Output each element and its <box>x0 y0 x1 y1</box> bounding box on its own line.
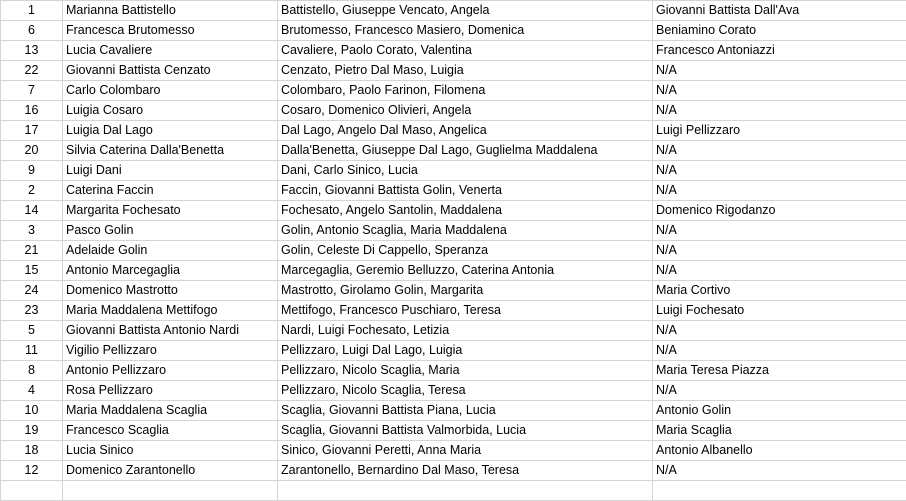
cell-id[interactable]: 3 <box>1 221 63 241</box>
cell-parents[interactable]: Scaglia, Giovanni Battista Valmorbida, Lucia <box>278 421 653 441</box>
table-row <box>1 61 906 81</box>
cell-godparent[interactable]: N/A <box>653 341 906 361</box>
cell-parents[interactable]: Dani, Carlo Sinico, Lucia <box>278 161 653 181</box>
cell-name[interactable]: Domenico Mastrotto <box>63 281 278 301</box>
cell-godparent[interactable]: Luigi Pellizzaro <box>653 121 906 141</box>
cell-id[interactable]: 2 <box>1 181 63 201</box>
table-row <box>1 401 906 421</box>
cell-parents[interactable]: Pellizzaro, Luigi Dal Lago, Luigia <box>278 341 653 361</box>
cell-godparent[interactable]: Luigi Fochesato <box>653 301 906 321</box>
table-row <box>1 461 906 481</box>
cell-parents[interactable]: Fochesato, Angelo Santolin, Maddalena <box>278 201 653 221</box>
cell-parents[interactable]: Cosaro, Domenico Olivieri, Angela <box>278 101 653 121</box>
cell-parents[interactable]: Cenzato, Pietro Dal Maso, Luigia <box>278 61 653 81</box>
cell-parents[interactable]: Nardi, Luigi Fochesato, Letizia <box>278 321 653 341</box>
table-row <box>1 281 906 301</box>
table-row <box>1 441 906 461</box>
cell-parents[interactable]: Brutomesso, Francesco Masiero, Domenica <box>278 21 653 41</box>
cell-parents[interactable]: Mastrotto, Girolamo Golin, Margarita <box>278 281 653 301</box>
empty-row <box>1 481 906 501</box>
cell-name[interactable]: Silvia Caterina Dalla'Benetta <box>63 141 278 161</box>
cell-parents[interactable]: Golin, Antonio Scaglia, Maria Maddalena <box>278 221 653 241</box>
cell-id[interactable]: 19 <box>1 421 63 441</box>
cell-parents[interactable]: Colombaro, Paolo Farinon, Filomena <box>278 81 653 101</box>
cell-parents[interactable]: Scaglia, Giovanni Battista Piana, Lucia <box>278 401 653 421</box>
empty-cell[interactable] <box>278 481 653 501</box>
cell-id[interactable]: 16 <box>1 101 63 121</box>
cell-id[interactable]: 5 <box>1 321 63 341</box>
cell-name[interactable]: Luigi Dani <box>63 161 278 181</box>
cell-parents[interactable]: Dalla'Benetta, Giuseppe Dal Lago, Guglielma Maddalena <box>278 141 653 161</box>
cell-godparent[interactable]: Antonio Albanello <box>653 441 906 461</box>
cell-name[interactable]: Lucia Sinico <box>63 441 278 461</box>
table-row <box>1 161 906 181</box>
table-row <box>1 121 906 141</box>
cell-name[interactable]: Vigilio Pellizzaro <box>63 341 278 361</box>
cell-name[interactable]: Lucia Cavaliere <box>63 41 278 61</box>
cell-id[interactable]: 22 <box>1 61 63 81</box>
cell-id[interactable]: 12 <box>1 461 63 481</box>
cell-id[interactable]: 23 <box>1 301 63 321</box>
cell-godparent[interactable]: N/A <box>653 241 906 261</box>
cell-godparent[interactable]: Maria Teresa Piazza <box>653 361 906 381</box>
cell-name[interactable]: Luigia Dal Lago <box>63 121 278 141</box>
table-body <box>1 1 906 501</box>
cell-godparent[interactable]: Domenico Rigodanzo <box>653 201 906 221</box>
cell-id[interactable]: 8 <box>1 361 63 381</box>
table-row <box>1 101 906 121</box>
table-row <box>1 361 906 381</box>
cell-id[interactable]: 15 <box>1 261 63 281</box>
cell-name[interactable]: Maria Maddalena Mettifogo <box>63 301 278 321</box>
cell-parents[interactable]: Sinico, Giovanni Peretti, Anna Maria <box>278 441 653 461</box>
cell-name[interactable]: Rosa Pellizzaro <box>63 381 278 401</box>
cell-godparent[interactable]: N/A <box>653 461 906 481</box>
cell-id[interactable]: 14 <box>1 201 63 221</box>
cell-id[interactable]: 4 <box>1 381 63 401</box>
table-row <box>1 141 906 161</box>
table-row <box>1 341 906 361</box>
cell-godparent[interactable]: N/A <box>653 261 906 281</box>
cell-parents[interactable]: Cavaliere, Paolo Corato, Valentina <box>278 41 653 61</box>
cell-godparent[interactable]: N/A <box>653 61 906 81</box>
cell-godparent[interactable]: N/A <box>653 221 906 241</box>
empty-cell[interactable] <box>1 481 63 501</box>
cell-name[interactable]: Adelaide Golin <box>63 241 278 261</box>
cell-godparent[interactable]: Beniamino Corato <box>653 21 906 41</box>
cell-godparent[interactable]: N/A <box>653 141 906 161</box>
cell-parents[interactable]: Faccin, Giovanni Battista Golin, Venerta <box>278 181 653 201</box>
cell-godparent[interactable]: N/A <box>653 161 906 181</box>
cell-id[interactable]: 6 <box>1 21 63 41</box>
cell-godparent[interactable]: Maria Scaglia <box>653 421 906 441</box>
cell-godparent[interactable]: N/A <box>653 101 906 121</box>
table-row <box>1 201 906 221</box>
cell-id[interactable]: 18 <box>1 441 63 461</box>
cell-parents[interactable]: Zarantonello, Bernardino Dal Maso, Teresa <box>278 461 653 481</box>
cell-name[interactable]: Margarita Fochesato <box>63 201 278 221</box>
cell-name[interactable]: Pasco Golin <box>63 221 278 241</box>
table-row <box>1 21 906 41</box>
cell-id[interactable]: 9 <box>1 161 63 181</box>
cell-id[interactable]: 11 <box>1 341 63 361</box>
cell-parents[interactable]: Pellizzaro, Nicolo Scaglia, Maria <box>278 361 653 381</box>
cell-id[interactable]: 24 <box>1 281 63 301</box>
cell-name[interactable]: Giovanni Battista Cenzato <box>63 61 278 81</box>
cell-name[interactable]: Carlo Colombaro <box>63 81 278 101</box>
cell-godparent[interactable]: N/A <box>653 181 906 201</box>
cell-parents[interactable]: Pellizzaro, Nicolo Scaglia, Teresa <box>278 381 653 401</box>
cell-godparent[interactable]: N/A <box>653 321 906 341</box>
cell-name[interactable]: Giovanni Battista Antonio Nardi <box>63 321 278 341</box>
empty-cell[interactable] <box>63 481 278 501</box>
table-row <box>1 241 906 261</box>
cell-id[interactable]: 7 <box>1 81 63 101</box>
table-row <box>1 421 906 441</box>
cell-parents[interactable]: Golin, Celeste Di Cappello, Speranza <box>278 241 653 261</box>
cell-name[interactable]: Domenico Zarantonello <box>63 461 278 481</box>
table-row <box>1 381 906 401</box>
cell-parents[interactable]: Dal Lago, Angelo Dal Maso, Angelica <box>278 121 653 141</box>
table-row <box>1 1 906 21</box>
cell-godparent[interactable]: N/A <box>653 381 906 401</box>
cell-id[interactable]: 13 <box>1 41 63 61</box>
table-row <box>1 81 906 101</box>
cell-id[interactable]: 10 <box>1 401 63 421</box>
cell-id[interactable]: 20 <box>1 141 63 161</box>
table-row <box>1 301 906 321</box>
cell-name[interactable]: Francesca Brutomesso <box>63 21 278 41</box>
cell-name[interactable]: Luigia Cosaro <box>63 101 278 121</box>
cell-id[interactable]: 17 <box>1 121 63 141</box>
cell-name[interactable]: Marianna Battistello <box>63 1 278 21</box>
cell-godparent[interactable]: Giovanni Battista Dall'Ava <box>653 1 906 21</box>
cell-id[interactable]: 21 <box>1 241 63 261</box>
table-row <box>1 181 906 201</box>
cell-id[interactable]: 1 <box>1 1 63 21</box>
cell-parents[interactable]: Mettifogo, Francesco Puschiaro, Teresa <box>278 301 653 321</box>
table-row <box>1 261 906 281</box>
cell-name[interactable]: Francesco Scaglia <box>63 421 278 441</box>
empty-cell[interactable] <box>653 481 906 501</box>
table-row <box>1 41 906 61</box>
cell-parents[interactable]: Battistello, Giuseppe Vencato, Angela <box>278 1 653 21</box>
cell-name[interactable]: Maria Maddalena Scaglia <box>63 401 278 421</box>
table-row <box>1 221 906 241</box>
cell-name[interactable]: Antonio Marcegaglia <box>63 261 278 281</box>
cell-godparent[interactable]: N/A <box>653 81 906 101</box>
cell-godparent[interactable]: Francesco Antoniazzi <box>653 41 906 61</box>
cell-parents[interactable]: Marcegaglia, Geremio Belluzzo, Caterina Antonia <box>278 261 653 281</box>
cell-godparent[interactable]: Antonio Golin <box>653 401 906 421</box>
cell-name[interactable]: Caterina Faccin <box>63 181 278 201</box>
table-row <box>1 321 906 341</box>
cell-godparent[interactable]: Maria Cortivo <box>653 281 906 301</box>
cell-name[interactable]: Antonio Pellizzaro <box>63 361 278 381</box>
